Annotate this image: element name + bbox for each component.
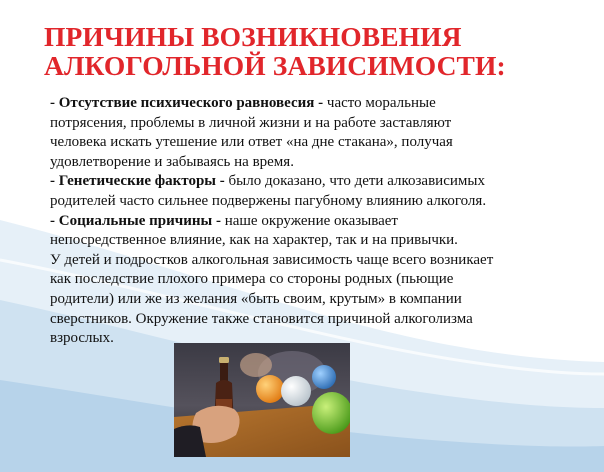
bottle-neck [220,361,228,383]
balloon-blue [312,365,336,389]
paragraph-3-line-2: непосредственное влияние, как на характер, так и на привычки. [50,232,458,249]
title-line-1: ПРИЧИНЫ ВОЗНИКНОВЕНИЯ [44,21,462,52]
balloon-orange [256,375,284,403]
paragraph-1-line-4: удовлетворение и забываясь на время. [50,153,294,170]
paragraph-1-line-1-text: часто моральные [323,95,436,111]
term-psychological-balance: - Отсутствие психического равновесия - [50,95,324,111]
slide-title [44,22,584,80]
paragraph-4-line-1: У детей и подростков алкогольная зависимость чаще всего возникает [50,251,494,268]
bottle-and-balloons-photo [174,343,350,457]
paragraph-4-line-4: сверстников. Окружение также становится причиной алкоголизма [50,310,473,327]
paragraph-3-line-1 [50,212,590,232]
slide-body [50,94,590,349]
paragraph-1-line-3: человека искать утешение или ответ «на дне стакана», получая [50,134,453,151]
term-genetic-factors: - Генетические факторы - [50,173,225,190]
title-line-2: АЛКОГОЛЬНОЙ ЗАВИСИМОСТИ: [44,50,506,81]
paragraph-4-line-5: взрослых. [50,330,114,347]
paragraph-2-line-1 [50,172,590,192]
paragraph-3-line-1-text: наше окружение оказывает [220,212,398,229]
paragraph-1-line-2: потрясения, проблемы в личной жизни и на работе заставляют [50,114,452,131]
paragraph-2-line-1-text: было доказано, что дети алкозависимых [224,173,485,190]
balloon-white [281,376,311,406]
paragraph-4-line-2: как последствие плохого примера со стороны родных (пьющие [50,271,454,288]
person-head-blur [240,353,272,377]
bottle-cap [219,357,229,363]
paragraph-1-line-1 [50,94,590,114]
paragraph-4-line-3: родители) или же из желания «быть своим, крутым» в компании [50,290,462,307]
term-social-causes: - Социальные причины - [50,212,221,229]
paragraph-2-line-2: родителей часто сильнее подвержены пагубному влиянию алкоголя. [50,192,487,209]
